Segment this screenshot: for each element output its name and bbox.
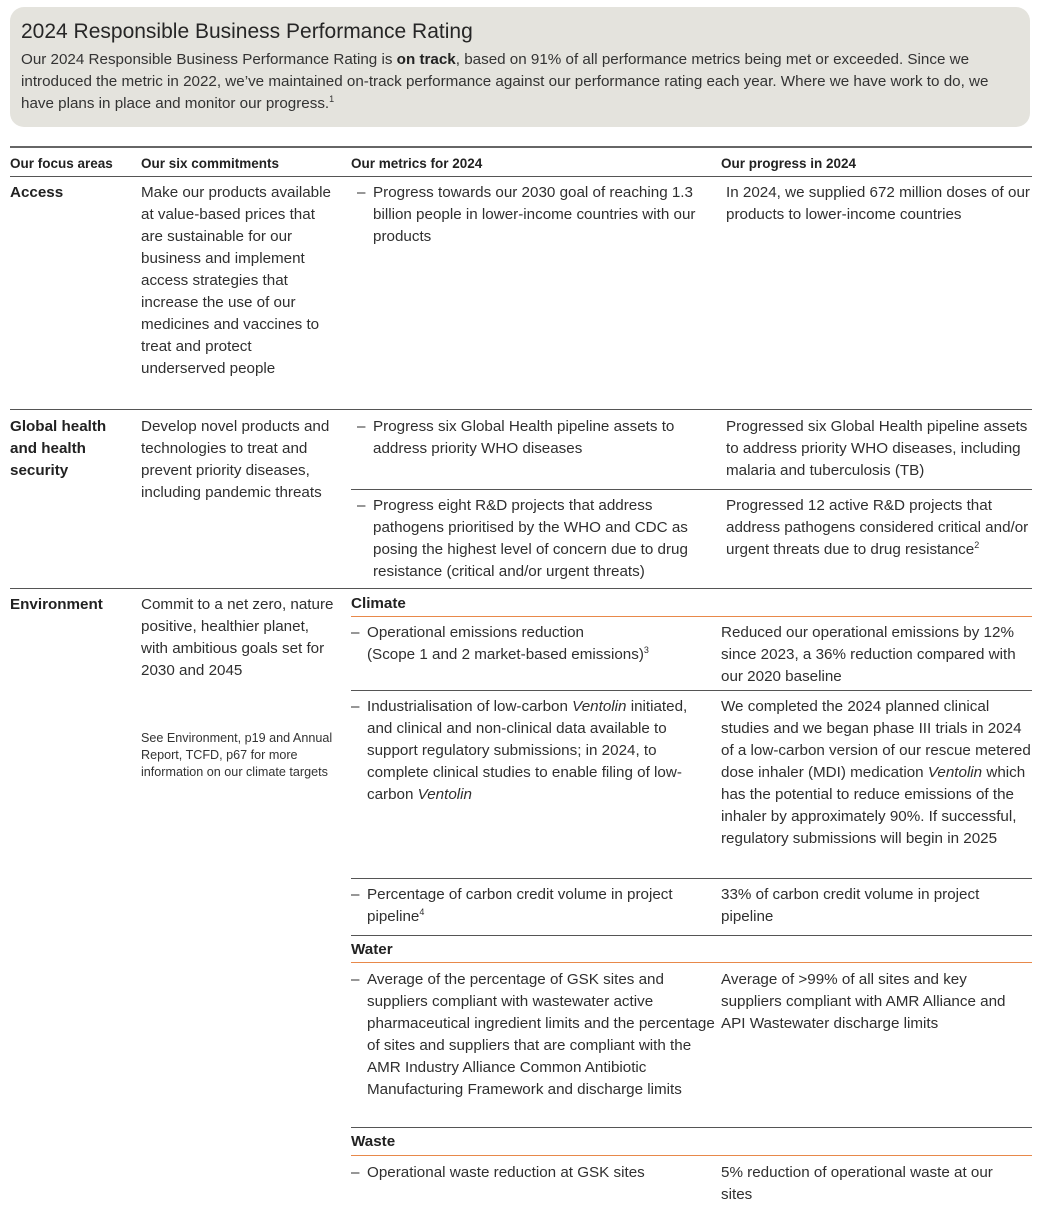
commitment-environment: Commit to a net zero, nature positive, healthier planet, with ambitious goals set for 2030 and 2045: [141, 596, 334, 679]
environment-note: See Environment, p19 and Annual Report, TCFD, p67 for more information on our climate targets: [141, 731, 333, 779]
subsection-rule: [351, 616, 1032, 617]
progress-climate-2: [721, 696, 1035, 850]
subsection-water: Water: [351, 941, 393, 958]
metric-text: Operational waste reduction at GSK sites: [367, 1164, 645, 1181]
product-name: Ventolin: [927, 764, 983, 781]
bullet-dash: –: [357, 184, 366, 201]
bullet-dash: –: [357, 418, 366, 435]
footnote-ref: 2: [974, 539, 980, 550]
intro-status-bold: on track: [396, 51, 456, 68]
bullet-dash: –: [351, 886, 360, 903]
bullet-dash: –: [351, 971, 360, 988]
focus-area-access: Access: [10, 184, 64, 201]
metric-climate-1: [351, 622, 713, 666]
progress-climate-3: 33% of carbon credit volume in project pipeline: [721, 886, 980, 925]
metric-text-line1: Operational emissions reduction: [367, 624, 584, 641]
page-title: 2024 Responsible Business Performance Rating: [21, 20, 473, 43]
bullet-dash: –: [357, 497, 366, 514]
intro-text-b: , based on 91% of all performance metrics being met or exceeded. Since we introduced the metric in 2022, we’ve maintained on-track performance against our performance rating each year. Where we have work to do, we have plans in place and monitor our progress.: [21, 51, 989, 112]
metric-text: [367, 884, 713, 928]
intro-paragraph: [21, 49, 1018, 115]
progress-waste-1: 5% reduction of operational waste at our sites: [721, 1164, 993, 1203]
bullet-dash: –: [351, 624, 360, 641]
progress-climate-1: Reduced our operational emissions by 12% since 2023, a 36% reduction compared with our 2020 baseline: [721, 624, 1016, 685]
intro-box: [10, 7, 1030, 127]
metric-global-health-1: [357, 416, 717, 460]
progress-text-part: We completed the 2024 planned clinical studies and we began phase III trials in 2024 of a low-carbon version of our rescue metered dose inhaler (MDI) medication: [721, 698, 1031, 781]
commitment-global-health: Develop novel products and technologies to treat and prevent priority diseases, including pandemic threats: [141, 418, 330, 501]
progress-global-health-1: Progressed six Global Health pipeline assets to address priority WHO diseases, including malaria and tuberculosis (TB): [726, 418, 1028, 479]
metric-text: Progress eight R&D projects that address pathogens prioritised by the WHO and CDC as posing the highest level of concern due to drug resistance (critical and/or urgent threats): [373, 497, 688, 580]
subsection-waste: Waste: [351, 1133, 396, 1150]
subsection-rule: [351, 1155, 1032, 1156]
progress-global-health-2: [726, 495, 1032, 561]
header-commitments: Our six commitments: [141, 156, 280, 171]
subsection-climate: Climate: [351, 595, 406, 612]
row-rule: [351, 489, 1032, 490]
product-name: Ventolin: [572, 698, 627, 715]
metric-climate-3: [351, 884, 713, 928]
focus-area-global-health: Global health and health security: [10, 418, 107, 479]
progress-access: In 2024, we supplied 672 million doses of our products to lower-income countries: [726, 184, 1030, 223]
bullet-dash: –: [351, 1164, 360, 1181]
metric-text: Average of the percentage of GSK sites and suppliers compliant with wastewater active pharmaceutical ingredient limits and the percentage of sites and suppliers that are compliant with the AMR Industry Alliance Common Antibiotic Manufacturing Framework and discharge limits: [367, 971, 715, 1098]
metric-text-part: initiated, and clinical and non-clinical data available to support regulatory submissions; in 2024, to complete clinical studies to enable filing of low-carbon: [367, 698, 688, 803]
progress-text-part: which has the potential to reduce emissions of the inhaler by approximately 90%. If successful, regulatory submissions will begin in 2025: [721, 764, 1026, 847]
product-name: Ventolin: [417, 786, 472, 803]
header-focus-areas: Our focus areas: [10, 156, 113, 171]
intro-text-a: Our 2024 Responsible Business Performance Rating is: [21, 51, 397, 68]
bullet-dash: –: [351, 698, 360, 715]
metric-climate-2: [351, 696, 715, 806]
commitment-access: Make our products available at value-based prices that are sustainable for our business and implement access strategies that increase the use of our medicines and vaccines to treat and protect underserved people: [141, 184, 331, 377]
metric-text-part: Industrialisation of low-carbon: [367, 698, 573, 715]
footnote-ref: 3: [643, 644, 649, 655]
metric-global-health-2: [357, 495, 719, 583]
metric-access: [357, 182, 717, 248]
metric-text: [367, 696, 715, 806]
metric-text: Progress towards our 2030 goal of reaching 1.3 billion people in lower-income countries with our products: [373, 184, 696, 245]
header-metrics: Our metrics for 2024: [351, 156, 483, 171]
progress-text: Progressed 12 active R&D projects that address pathogens considered critical and/or urgent threats due to drug resistance: [726, 497, 1029, 558]
row-rule: [351, 878, 1032, 879]
row-rule: [351, 1127, 1032, 1128]
row-rule: [10, 409, 1032, 410]
footnote-ref: 1: [329, 93, 335, 104]
row-rule: [351, 690, 1032, 691]
row-rule: [351, 935, 1032, 936]
metric-text: [367, 622, 649, 666]
table-top-rule: [10, 146, 1032, 148]
row-rule: [10, 588, 1032, 589]
footnote-ref: 4: [419, 906, 425, 917]
metric-text-part: Percentage of carbon credit volume in project pipeline: [367, 886, 673, 925]
header-rule: [10, 176, 1032, 177]
metric-text-line2: (Scope 1 and 2 market-based emissions): [367, 646, 644, 663]
focus-area-environment: Environment: [10, 596, 103, 613]
subsection-rule: [351, 962, 1032, 963]
metric-water-1: [351, 969, 715, 1101]
header-progress: Our progress in 2024: [721, 156, 857, 171]
metric-waste-1: [351, 1162, 713, 1184]
progress-water-1: Average of >99% of all sites and key suppliers compliant with AMR Alliance and API Wastewater discharge limits: [721, 971, 1006, 1032]
metric-text: Progress six Global Health pipeline assets to address priority WHO diseases: [373, 418, 675, 457]
